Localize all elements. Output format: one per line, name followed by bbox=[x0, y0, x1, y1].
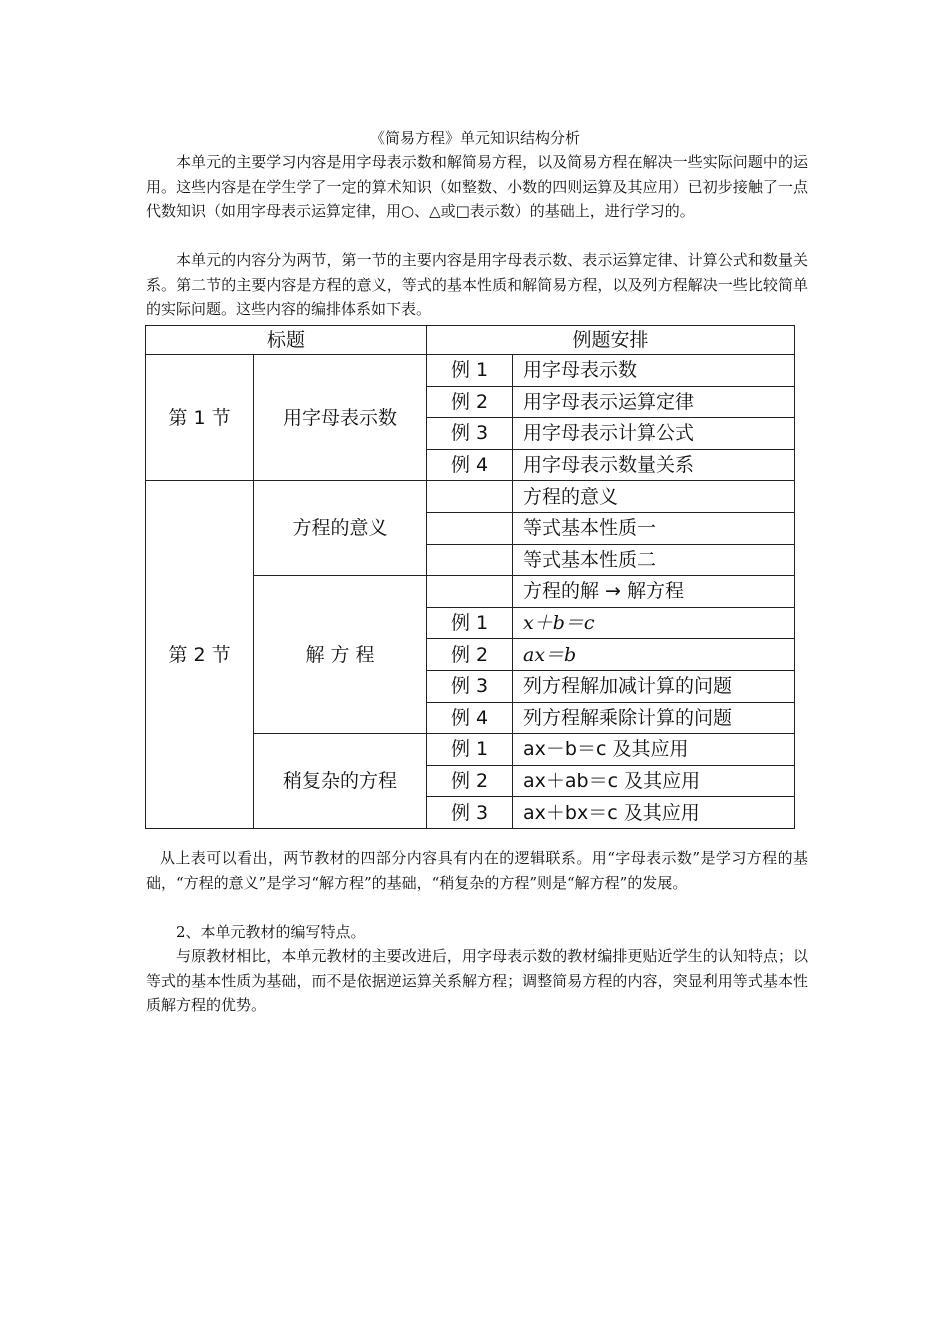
example-description: 等式基本性质二 bbox=[513, 544, 795, 576]
header-examples-cell: 例题安排 bbox=[427, 326, 795, 355]
example-description: 用字母表示计算公式 bbox=[513, 418, 795, 450]
paragraph-sections: 本单元的内容分为两节，第一节的主要内容是用字母表示数、表示运算定律、计算公式和数量关系。第二节的主要内容是方程的意义，等式的基本性质和解简易方程，以及列方程解决一些比较简单的实际问题。这些内容的编排体系如下表。 bbox=[146, 251, 808, 318]
paragraph-summary: 从上表可以看出，两节教材的四部分内容具有内在的逻辑联系。用“字母表示数”是学习方程的基础，“方程的意义”是学习“解方程”的基础，“稍复杂的方程”则是“解方程”的发展。 bbox=[146, 849, 808, 892]
example-description: ax＝b bbox=[513, 639, 795, 671]
example-description: 用字母表示数量关系 bbox=[513, 449, 795, 481]
example-description: ax＋bx＝c 及其应用 bbox=[513, 797, 795, 829]
topic-solve-cell: 解 方 程 bbox=[254, 576, 427, 734]
example-label: 例 3 bbox=[427, 797, 513, 829]
example-description: 列方程解加减计算的问题 bbox=[513, 670, 795, 702]
example-description: ax＋ab＝c 及其应用 bbox=[513, 765, 795, 797]
example-description: 方程的意义 bbox=[513, 481, 795, 513]
structure-table bbox=[145, 325, 795, 829]
example-label: 例 2 bbox=[427, 639, 513, 671]
table-row bbox=[146, 481, 795, 513]
topic-letters-cell: 用字母表示数 bbox=[254, 355, 427, 481]
example-label: 例 1 bbox=[427, 734, 513, 766]
example-label bbox=[427, 512, 513, 544]
table-row bbox=[146, 355, 795, 387]
example-label: 例 3 bbox=[427, 670, 513, 702]
example-label: 例 4 bbox=[427, 449, 513, 481]
example-label: 例 1 bbox=[427, 355, 513, 387]
example-description: 等式基本性质一 bbox=[513, 512, 795, 544]
example-description: 方程的解 → 解方程 bbox=[513, 576, 795, 608]
header-title-cell: 标题 bbox=[146, 326, 427, 355]
paragraph-intro: 本单元的主要学习内容是用字母表示数和解简易方程，以及简易方程在解决一些实际问题中的运用。这些内容是在学生学了一定的算术知识（如整数、小数的四则运算及其应用）已初步接触了一点代数知识（如用字母表示运算定律，用○、△或□表示数）的基础上，进行学习的。 bbox=[146, 153, 808, 220]
paragraph-features: 与原教材相比，本单元教材的主要改进后，用字母表示数的教材编排更贴近学生的认知特点；以等式的基本性质为基础，而不是依据逆运算关系解方程；调整简易方程的内容，突显利用等式基本性质解方程的优势。 bbox=[146, 947, 808, 1014]
table-header-row bbox=[146, 326, 795, 355]
document-title: 《简易方程》单元知识结构分析 bbox=[369, 129, 580, 147]
section-1-cell: 第 1 节 bbox=[146, 355, 254, 481]
example-description: 列方程解乘除计算的问题 bbox=[513, 702, 795, 734]
example-label: 例 2 bbox=[427, 386, 513, 418]
example-label bbox=[427, 481, 513, 513]
example-label bbox=[427, 576, 513, 608]
example-description: 用字母表示运算定律 bbox=[513, 386, 795, 418]
topic-complex-cell: 稍复杂的方程 bbox=[254, 734, 427, 829]
example-label: 例 3 bbox=[427, 418, 513, 450]
example-description: 用字母表示数 bbox=[513, 355, 795, 387]
example-label: 例 4 bbox=[427, 702, 513, 734]
section-2-cell: 第 2 节 bbox=[146, 481, 254, 829]
paragraph-heading-2: 2、本单元教材的编写特点。 bbox=[176, 923, 366, 941]
topic-meaning-cell: 方程的意义 bbox=[254, 481, 427, 576]
example-description: ax－b＝c 及其应用 bbox=[513, 734, 795, 766]
example-description: x＋b＝c bbox=[513, 607, 795, 639]
example-label bbox=[427, 544, 513, 576]
example-label: 例 1 bbox=[427, 607, 513, 639]
example-label: 例 2 bbox=[427, 765, 513, 797]
